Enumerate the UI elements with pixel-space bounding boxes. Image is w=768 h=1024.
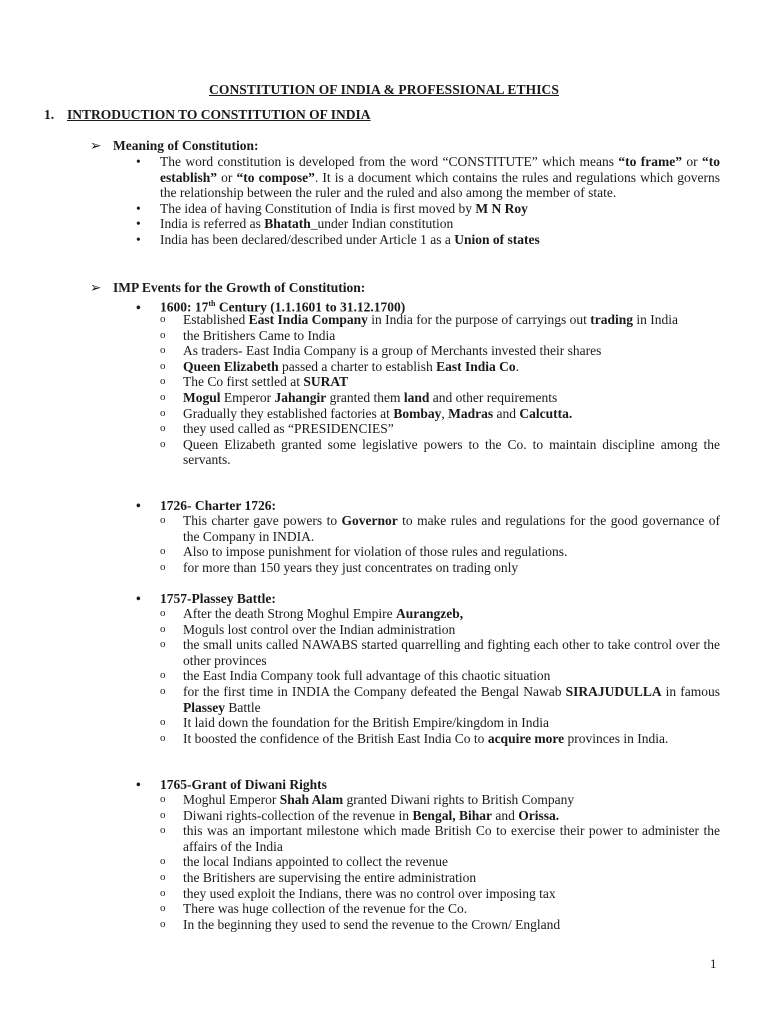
sub-bullet-icon: o	[160, 793, 166, 805]
bold-text: Jahangir	[274, 389, 327, 405]
event-heading	[136, 777, 327, 793]
bold-text: Shah Alam	[279, 792, 344, 807]
list-item	[160, 359, 720, 375]
sub-bullet-icon: o	[160, 902, 166, 915]
text-run: in India	[633, 312, 679, 327]
event-title: 1726- Charter 1726:	[160, 498, 276, 513]
meaning-bullet-list	[136, 154, 720, 248]
subheading-label: Meaning of Constitution:	[113, 138, 259, 153]
sub-bullet-icon: o	[160, 808, 166, 821]
arrow-bullet-icon: ➢	[90, 280, 102, 295]
bold-text: trading	[590, 312, 634, 327]
list-item	[160, 808, 720, 824]
bullet-icon: •	[136, 498, 141, 513]
bold-text: “to establish”	[160, 154, 720, 185]
bold-text: “to frame”	[618, 154, 682, 169]
bold-text: “to compose”	[236, 169, 315, 185]
section-title: INTRODUCTION TO CONSTITUTION OF INDIA	[67, 107, 371, 122]
sub-bullet-icon: o	[160, 684, 166, 697]
page-number: 1	[710, 956, 717, 971]
document-title: CONSTITUTION OF INDIA & PROFESSIONAL ETHICS	[209, 82, 559, 97]
sub-bullet-icon: o	[160, 622, 166, 635]
list-item	[160, 715, 720, 731]
sub-bullet-icon: o	[160, 375, 166, 388]
text-run: In the beginning they used to send the revenue to the Crown/ England	[183, 916, 561, 932]
sub-bullet-icon: o	[160, 560, 166, 573]
bold-text: Madras	[448, 405, 494, 421]
text-run: in famous	[661, 683, 720, 699]
bold-text: Bombay	[393, 405, 442, 421]
text-run: granted Diwani rights to British Company	[343, 792, 575, 807]
text-run: Emperor	[220, 389, 275, 405]
text-run: Gradually they established factories at	[183, 405, 394, 421]
text-run: ,	[441, 405, 449, 421]
text-run: This charter gave powers to	[183, 513, 342, 528]
text-run: or	[217, 169, 237, 185]
bullet-icon: •	[136, 231, 141, 247]
bold-text: Plassey	[183, 699, 225, 715]
list-item	[160, 421, 720, 437]
event-item-list	[160, 606, 720, 746]
text-run: granted them	[326, 389, 404, 405]
list-item	[160, 637, 720, 668]
text-run: and other requirements	[429, 389, 558, 405]
sub-bullet-icon: o	[160, 406, 166, 419]
bullet-icon: •	[136, 154, 141, 169]
list-item	[160, 731, 720, 747]
list-item	[136, 201, 720, 217]
bullet-icon: •	[136, 777, 141, 792]
bold-text: Bengal, Bihar	[412, 807, 492, 823]
text-run: the Britishers Came to India	[183, 327, 336, 343]
text-run: to make rules and regulations for the good governance of the Company in INDIA.	[183, 513, 720, 544]
sub-bullet-icon: o	[160, 607, 166, 619]
bold-text: SIRAJUDULLA	[565, 683, 662, 699]
event-title-rest: Century (1.1.1601 to 31.12.1700)	[215, 299, 406, 315]
text-run: the small units called NAWABS started quarrelling and fighting each other to take control over the other provinces	[183, 637, 720, 668]
list-item	[160, 668, 720, 684]
event-item-list	[160, 513, 720, 575]
text-run: After the death Strong Moghul Empire	[183, 606, 396, 621]
text-run: the East India Company took full advantage of this chaotic situation	[183, 668, 551, 684]
list-item	[160, 622, 720, 638]
section-heading	[44, 107, 371, 123]
sub-bullet-icon: o	[160, 313, 166, 325]
text-run: There was huge collection of the revenue for the Co.	[183, 901, 468, 917]
sub-bullet-icon: o	[160, 437, 166, 450]
subheading-meaning	[90, 138, 259, 154]
text-run: .	[515, 358, 519, 374]
event-item-list	[160, 792, 720, 932]
text-run: India has been declared/described under Article 1 as a	[160, 231, 455, 247]
list-item	[136, 216, 720, 232]
text-run: Diwani rights-collection of the revenue in	[183, 807, 413, 823]
text-run: Moguls lost control over the Indian administration	[183, 621, 456, 637]
list-item	[160, 390, 720, 406]
text-run: The idea of having Constitution of India is first moved by	[160, 200, 476, 216]
bold-text: Governor	[341, 513, 398, 528]
text-run: India is referred as	[160, 216, 265, 232]
event-item-list	[160, 312, 720, 468]
sub-bullet-icon: o	[160, 638, 166, 651]
text-run: The word constitution is developed from the word “CONSTITUTE” which means	[160, 154, 619, 169]
text-run: Queen Elizabeth granted some legislative powers to the Co. to maintain discipline among the servants.	[183, 436, 720, 468]
bullet-icon: •	[136, 216, 141, 232]
event-title: 1757-Plassey Battle:	[160, 591, 276, 606]
text-run: Established	[183, 312, 249, 327]
bold-text: Union of states	[454, 231, 540, 247]
text-run: for the first time in INDIA the Company defeated the Bengal Nawab	[183, 683, 566, 699]
list-item	[160, 560, 720, 576]
list-item	[136, 154, 720, 201]
text-run: and	[493, 405, 520, 421]
text-run: It boosted the confidence of the British East India Co to	[183, 730, 488, 746]
subheading-label: IMP Events for the Growth of Constitution:	[113, 280, 366, 295]
list-item	[160, 312, 720, 328]
sub-bullet-icon: o	[160, 824, 166, 837]
text-run: the Britishers are supervising the entire administration	[183, 869, 477, 885]
list-item	[160, 513, 720, 544]
bold-text: Bhatath	[264, 216, 311, 232]
sub-bullet-icon: o	[160, 716, 166, 729]
sub-bullet-icon: o	[160, 344, 166, 357]
list-item	[160, 374, 720, 390]
list-item	[160, 854, 720, 870]
bold-text: Orissa.	[518, 807, 560, 823]
bullet-icon: •	[136, 200, 141, 216]
sub-bullet-icon: o	[160, 870, 166, 883]
bold-text: East India Co	[436, 358, 516, 374]
sub-bullet-icon: o	[160, 886, 166, 899]
sub-bullet-icon: o	[160, 669, 166, 682]
text-run: As traders- East India Company is a group of Merchants invested their shares	[183, 343, 602, 359]
bold-text: Queen Elizabeth	[183, 358, 279, 374]
list-item	[136, 232, 720, 248]
text-run: and	[491, 807, 519, 823]
bold-text: East India Company	[248, 312, 368, 327]
list-item	[160, 901, 720, 917]
section-number: 1.	[44, 107, 55, 122]
bullet-icon: •	[136, 299, 141, 315]
bold-text: Mogul	[183, 389, 221, 405]
bold-text: Calcutta.	[519, 405, 573, 421]
sub-bullet-icon: o	[160, 359, 166, 372]
text-run: the local Indians appointed to collect the revenue	[183, 854, 449, 870]
list-item	[160, 886, 720, 902]
list-item	[160, 917, 720, 933]
bullet-icon: •	[136, 591, 141, 606]
text-run: provinces in India.	[564, 730, 669, 746]
sub-bullet-icon: o	[160, 731, 166, 744]
subheading-imp-events	[90, 280, 365, 296]
text-run: The Co first settled at	[183, 374, 304, 390]
sub-bullet-icon: o	[160, 514, 166, 526]
list-item	[160, 823, 720, 854]
text-run: they used exploit the Indians, there was no control over imposing tax	[183, 885, 556, 901]
text-run: this was an important milestone which made British Co to exercise their power to administer the affairs of the India	[183, 823, 720, 854]
list-item	[160, 684, 720, 715]
bold-text: acquire more	[487, 730, 565, 746]
list-item	[160, 544, 720, 560]
text-run: Moghul Emperor	[183, 792, 280, 807]
sub-bullet-icon: o	[160, 855, 166, 868]
text-run: passed a charter to establish	[278, 358, 437, 374]
text-run: in India for the purpose of carryings out	[367, 312, 591, 327]
sub-bullet-icon: o	[160, 545, 166, 558]
sub-bullet-icon: o	[160, 917, 166, 930]
text-run: It laid down the foundation for the British Empire/kingdom in India	[183, 715, 549, 731]
text-run: Battle	[225, 699, 261, 715]
text-run: _under Indian constitution	[310, 216, 454, 232]
bold-text: M N Roy	[475, 200, 528, 216]
text-run: or	[681, 154, 702, 169]
bold-text: SURAT	[303, 374, 349, 390]
arrow-bullet-icon: ➢	[90, 138, 102, 153]
list-item	[160, 792, 720, 808]
text-run: they used called as “PRESIDENCIES”	[183, 421, 394, 437]
list-item	[160, 328, 720, 344]
sub-bullet-icon: o	[160, 422, 166, 435]
text-run: for more than 150 years they just concentrates on trading only	[183, 559, 519, 575]
list-item	[160, 606, 720, 622]
list-item	[160, 870, 720, 886]
list-item	[160, 437, 720, 468]
sub-bullet-icon: o	[160, 328, 166, 341]
event-title: 1600: 17	[160, 299, 209, 315]
list-item	[160, 343, 720, 359]
bold-text: land	[403, 389, 430, 405]
list-item	[160, 406, 720, 422]
sub-bullet-icon: o	[160, 390, 166, 403]
event-title-superscript: th	[208, 299, 216, 308]
text-run: Also to impose punishment for violation of those rules and regulations.	[183, 544, 568, 560]
event-title: 1765-Grant of Diwani Rights	[160, 777, 327, 792]
bold-text: Aurangzeb,	[395, 606, 464, 621]
event-heading	[136, 591, 276, 607]
text-run: . It is a document which contains the rules and regulations which governs the relationship between the ruler and the ruled and also among the member of state.	[160, 169, 721, 201]
event-heading	[136, 498, 276, 514]
